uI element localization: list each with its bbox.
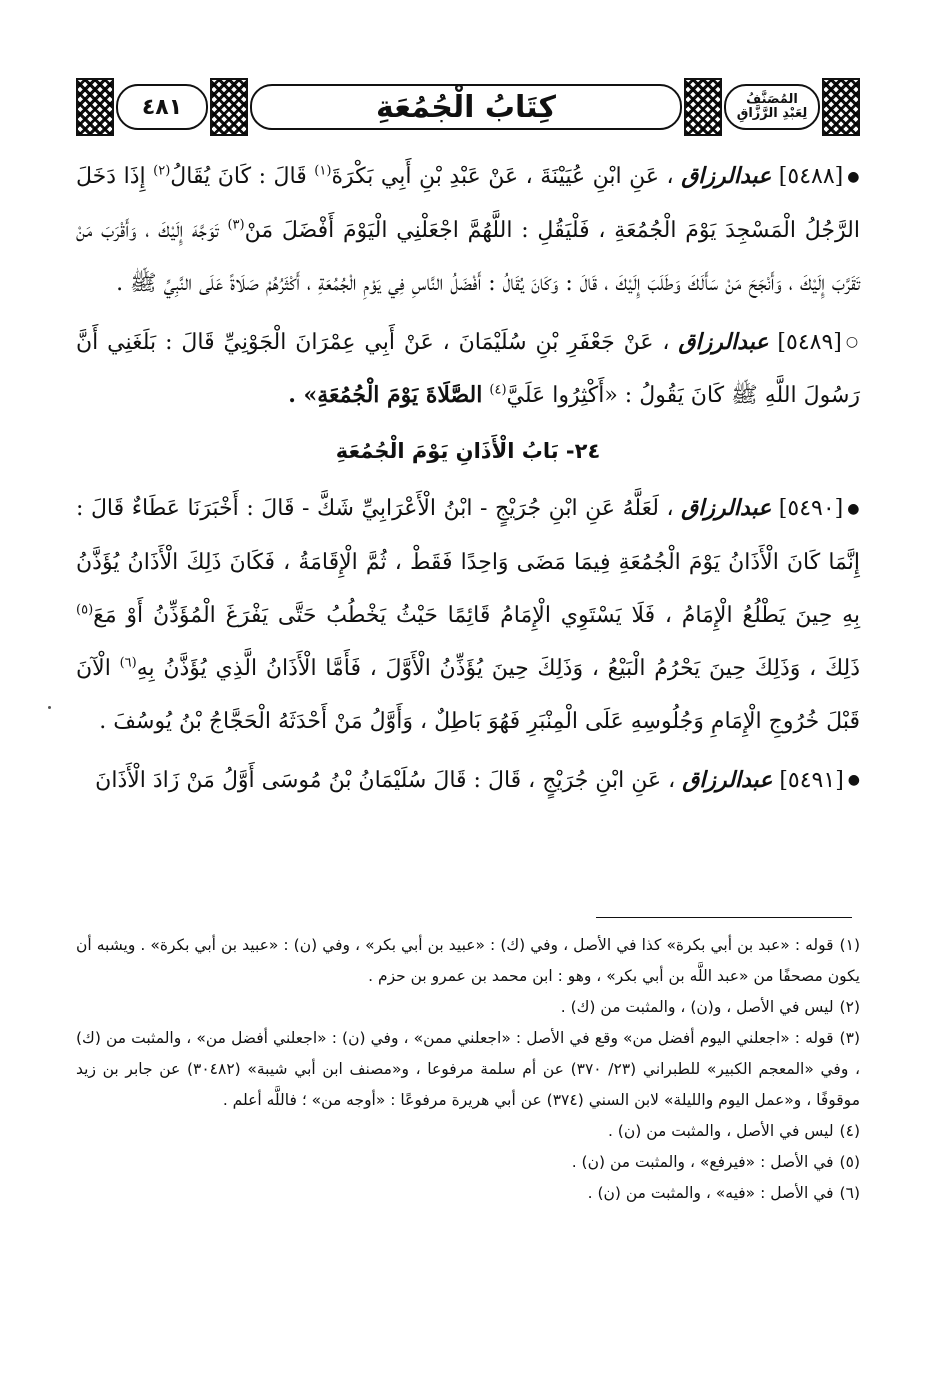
footnote-text: في الأصل : «فيرفع» ، والمثبت من (ن) . xyxy=(571,1153,834,1171)
hadith-text: إِذَا دَخَلَ الرَّجُلُ الْمَسْجِدَ يَوْمَ الْجُمُعَةِ ، فَلْيَقُلِ : اللَّهُمَّ اجْعَلْنِي الْيَوْمَ أَفْضَلَ مَنْ xyxy=(76,164,860,243)
book-title-line2: لِعَبْدِ الرَّزَّاقِ xyxy=(736,106,808,121)
author-name: عبدالرزاق xyxy=(681,164,772,189)
ornament-left xyxy=(76,78,114,136)
hadith-text: الْآنَ قَبْلَ خُرُوجِ الْإِمَامِ وَجُلُوسِهِ عَلَى الْمِنْبَرِ فَهُوَ بَاطِلٌ ، وَأَوَّلُ مَنْ أَحْدَثَهُ الْحَجَّاجُ بْنُ يُوسُفَ . xyxy=(76,655,860,734)
book-title xyxy=(724,84,820,130)
footnote-ref: (٤) xyxy=(489,382,507,398)
footnote-text: ليس في الأصل ، و(ن) ، والمثبت من (ك) . xyxy=(560,998,834,1016)
ornament-mid-left xyxy=(210,78,248,136)
hadith-number: [٥٤٩٠] xyxy=(778,496,844,521)
hadith-5490 xyxy=(76,482,860,748)
ornament-mid-right xyxy=(684,78,722,136)
hadith-number: [٥٤٨٩] xyxy=(777,329,842,355)
footnotes xyxy=(76,930,860,1209)
footnote xyxy=(76,992,860,1023)
footnote-index: (١) xyxy=(839,936,860,954)
hadith-number: [٥٤٩١] xyxy=(779,767,844,793)
hadith-text: ، عَنْ جَعْفَرِ بْنِ سُلَيْمَانَ ، عَنْ أَبِي عِمْرَانَ الْجَوْنِيِّ قَالَ : بَلَغَنِي أَنَّ رَسُولَ اللَّهِ ﷺ كَانَ يَقُولُ : «أَكْثِرُوا عَلَيَّ xyxy=(76,329,860,408)
hadith-text: ، عَنِ ابْنِ عُيَيْنَةَ ، عَنْ عَبْدِ بْنِ أَبِي بَكْرَةَ xyxy=(331,164,674,189)
hadith-marker: ○ xyxy=(845,334,860,350)
section-heading: ٢٤- بَابُ الْأَذَانِ يَوْمَ الْجُمُعَةِ xyxy=(335,439,601,463)
hadith-number: [٥٤٨٨] xyxy=(778,164,844,189)
hadith-5491 xyxy=(76,754,860,808)
hadith-marker: ● xyxy=(847,772,860,788)
footnote-index: (٢) xyxy=(839,998,860,1016)
stray-mark xyxy=(48,706,51,709)
footnote-ref: (٥) xyxy=(76,602,94,618)
hadith-text: ، لَعَلَّهُ عَنِ ابْنِ جُرَيْجٍ - ابْنُ الْأَعْرَابِيِّ شَكَّ - قَالَ : أَخْبَرَنَا عَطَاءٌ قَالَ : إِنَّمَا كَانَ الْأَذَانُ يَوْمَ الْجُمُعَةِ فِيمَا مَضَى وَاحِدًا فَقَطْ ، ثُمَّ الْإِقَامَةُ ، فَكَانَ ذَلِكَ الْأَذَانُ يُؤَذَّنُ بِهِ حِينَ يَطْلُعُ الْإِمَامُ ، فَلَا يَسْتَوِي الْإِمَامُ قَائِمًا حَيْثُ يَخْطُبُ حَتَّى يَفْرَغَ الْمُؤَذِّنُ أَوْ مَعَ xyxy=(76,496,861,628)
footnote-index: (٣) xyxy=(839,1029,860,1047)
footnote xyxy=(76,1023,860,1116)
footnote-separator xyxy=(596,917,852,918)
ornament-right xyxy=(822,78,860,136)
book-title-line1: المُصَنَّفُ xyxy=(746,92,798,107)
footnote-text: في الأصل : «فيه» ، والمثبت من (ن) . xyxy=(587,1184,834,1202)
chapter-title: كِتَابُ الْجُمُعَةِ xyxy=(250,84,682,130)
main-text xyxy=(76,150,860,807)
hadith-text: قَالَ : كَانَ يُقَالُ xyxy=(170,164,307,189)
author-name: عبدالرزاق xyxy=(681,496,772,521)
page-number: ٤٨١ xyxy=(116,84,208,130)
author-name: عبدالرزاق xyxy=(682,767,773,793)
footnote-text: قوله : «عبد بن أبي بكرة» كذا في الأصل ، وفي (ك) : «عبيد بن أبي بكر» ، وفي (ن) : «عبيد بن أبي بكرة» . ويشبه أن يكون مصحفًا من «عبد اللَّه بن أبي بكر» ، وهو : ابن محمد بن عمرو بن حزم . xyxy=(76,936,860,985)
hadith-5488 xyxy=(76,150,860,310)
footnote-index: (٦) xyxy=(839,1184,860,1202)
footnote-ref: (٣) xyxy=(227,217,245,233)
footnote-ref: (٢) xyxy=(153,163,171,179)
footnote-index: (٥) xyxy=(839,1153,860,1171)
footnote-text: ليس في الأصل ، والمثبت من (ن) . xyxy=(607,1122,834,1140)
hadith-marker: ● xyxy=(847,500,860,517)
footnote xyxy=(76,1178,860,1209)
hadith-marker: ● xyxy=(847,168,860,185)
page-header xyxy=(76,78,860,136)
hadith-text: الصَّلَاةَ يَوْمَ الْجُمُعَةِ» . xyxy=(288,382,483,408)
footnote xyxy=(76,1147,860,1178)
author-name: عبدالرزاق xyxy=(678,329,769,355)
footnote-text: قوله : «اجعلني اليوم أفضل من» وقع في الأصل : «اجعلني ممن» ، وفي (ن) : «اجعلني أفضل من» ، والمثبت من (ك) ، وفي «المعجم الكبير» للطبراني (٢٣/ ٣٧٠) عن أم سلمة مرفوعا ، و«مصنف ابن أبي شيبة» (٣٠٤٨٢) عن جابر بن زيد موقوفًا ، و«عمل اليوم والليلة» لابن السني (٣٧٤) عن أبي هريرة مرفوعًا : «أوجه من» ؛ فاللَّه أعلم . xyxy=(76,1029,860,1109)
hadith-text: ، عَنِ ابْنِ جُرَيْجٍ ، قَالَ : قَالَ سُلَيْمَانُ بْنُ مُوسَى أَوَّلُ مَنْ زَادَ الْأَذَانَ xyxy=(95,767,676,793)
hadith-text: ذَلِكَ ، وَذَلِكَ حِينَ يَحْرُمُ الْبَيْعُ ، وَذَلِكَ حِينَ يُؤَذِّنُ الْأَوَّلَ ، فَأَمَّا الْأَذَانُ الَّذِي يُؤَذَّنُ بِهِ xyxy=(136,655,860,681)
footnote-index: (٤) xyxy=(839,1122,860,1140)
hadith-text: تَوَجَّهَ إِلَيْكَ ، وَأَقْرَبَ مَنْ تَقَرَّبَ إِلَيْكَ ، وَأَنْجَحَ مَنْ سَأَلَكَ وَطَلَبَ إِلَيْكَ ، قَالَ : وَكَانَ يُقَالُ : أَفْضَلُ النَّاسِ فِي يَوْمِ الْجُمُعَةِ ، أَكْثَرُهُمْ صَلَاةً عَلَى النَّبِيِّ ﷺ . xyxy=(76,217,860,296)
footnote-ref: (٦) xyxy=(119,655,137,671)
footnote xyxy=(76,930,860,992)
hadith-5489 xyxy=(76,316,860,423)
footnote xyxy=(76,1116,860,1147)
footnote-ref: (١) xyxy=(314,163,332,179)
